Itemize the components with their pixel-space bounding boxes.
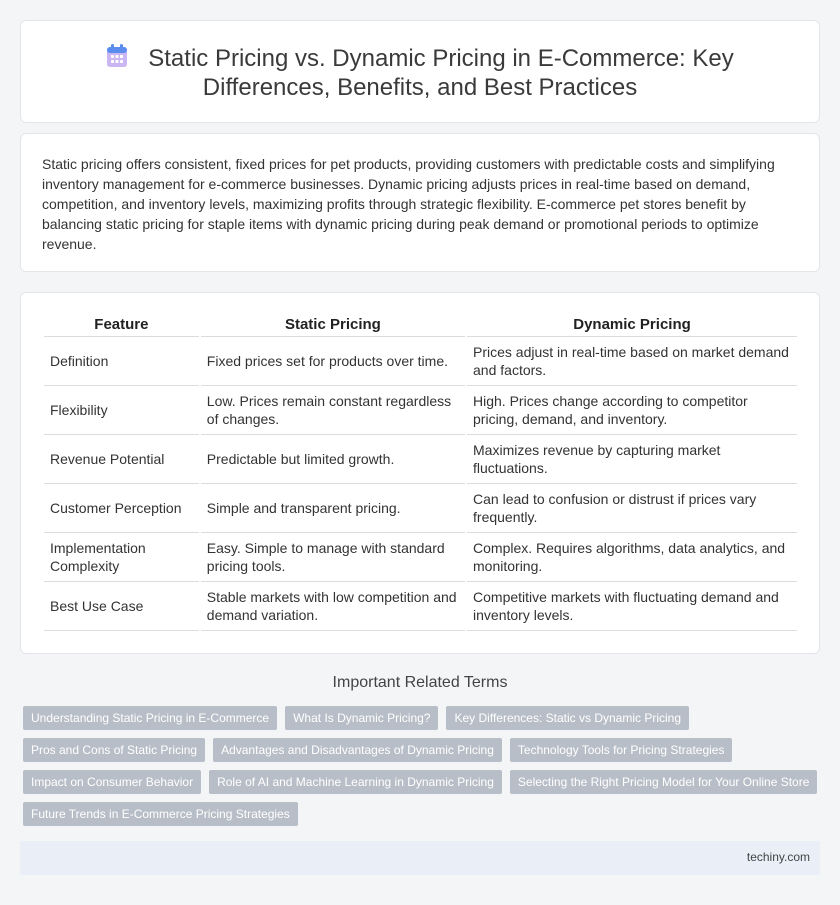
feature-cell: Implementation Complexity (44, 533, 199, 582)
table-row (44, 582, 797, 631)
dynamic-cell: Maximizes revenue by capturing market fluctuations. (467, 435, 797, 484)
related-terms-list (23, 706, 823, 834)
dynamic-cell: Prices adjust in real-time based on market demand and factors. (467, 337, 797, 386)
table-row (44, 386, 797, 435)
dynamic-cell: Can lead to confusion or distrust if prices vary frequently. (467, 484, 797, 533)
related-term-link[interactable]: Impact on Consumer Behavior (23, 770, 201, 794)
table-row (44, 533, 797, 582)
table-row (44, 484, 797, 533)
comparison-table (42, 314, 799, 631)
header-dynamic-pricing: Dynamic Pricing (467, 314, 797, 337)
dynamic-cell: Complex. Requires algorithms, data analytics, and monitoring. (467, 533, 797, 582)
table-row (44, 435, 797, 484)
static-cell: Low. Prices remain constant regardless of changes. (201, 386, 465, 435)
feature-cell: Revenue Potential (44, 435, 199, 484)
related-term-link[interactable]: Key Differences: Static vs Dynamic Pricing (446, 706, 689, 730)
page-title (21, 44, 819, 102)
static-cell: Easy. Simple to manage with standard pricing tools. (201, 533, 465, 582)
title-line-2: Differences, Benefits, and Best Practices (202, 74, 638, 101)
related-term-link[interactable]: Technology Tools for Pricing Strategies (510, 738, 733, 762)
related-term-link[interactable]: Future Trends in E-Commerce Pricing Strategies (23, 802, 298, 826)
intro-paragraph: Static pricing offers consistent, fixed prices for pet products, providing customers with predictable costs and simplifying inventory management for e-commerce businesses. Dynamic pricing adjusts prices in real-time based on demand, competition, and inventory levels, maximizing profits through strategic flexibility. E-commerce pet stores benefit by balancing static pricing for staple items with dynamic pricing during peak demand or promotional periods to optimize revenue. (42, 156, 775, 252)
header-static-pricing: Static Pricing (201, 314, 465, 337)
feature-cell: Best Use Case (44, 582, 199, 631)
static-cell: Predictable but limited growth. (201, 435, 465, 484)
dynamic-cell: High. Prices change according to competitor pricing, demand, and inventory. (467, 386, 797, 435)
related-term-link[interactable]: What Is Dynamic Pricing? (285, 706, 438, 730)
table-row (44, 337, 797, 386)
table-header-row (44, 314, 797, 337)
related-term-link[interactable]: Advantages and Disadvantages of Dynamic Pricing (213, 738, 502, 762)
related-terms-heading: Important Related Terms (332, 674, 508, 691)
footer-site-link[interactable]: techiny.com (746, 850, 810, 864)
feature-cell: Customer Perception (44, 484, 199, 533)
static-cell: Fixed prices set for products over time. (201, 337, 465, 386)
title-line-1: Static Pricing vs. Dynamic Pricing in E-Commerce: Key (148, 45, 734, 72)
static-cell: Simple and transparent pricing. (201, 484, 465, 533)
calendar-icon (106, 44, 128, 68)
dynamic-cell: Competitive markets with fluctuating demand and inventory levels. (467, 582, 797, 631)
footer (20, 841, 820, 875)
title-card (20, 20, 820, 123)
related-term-link[interactable]: Understanding Static Pricing in E-Commerce (23, 706, 277, 730)
feature-cell: Definition (44, 337, 199, 386)
static-cell: Stable markets with low competition and demand variation. (201, 582, 465, 631)
comparison-card (20, 292, 820, 654)
intro-card (20, 133, 820, 272)
related-term-link[interactable]: Role of AI and Machine Learning in Dynamic Pricing (209, 770, 502, 794)
header-feature: Feature (44, 314, 199, 337)
related-term-link[interactable]: Pros and Cons of Static Pricing (23, 738, 205, 762)
related-term-link[interactable]: Selecting the Right Pricing Model for Your Online Store (510, 770, 818, 794)
feature-cell: Flexibility (44, 386, 199, 435)
